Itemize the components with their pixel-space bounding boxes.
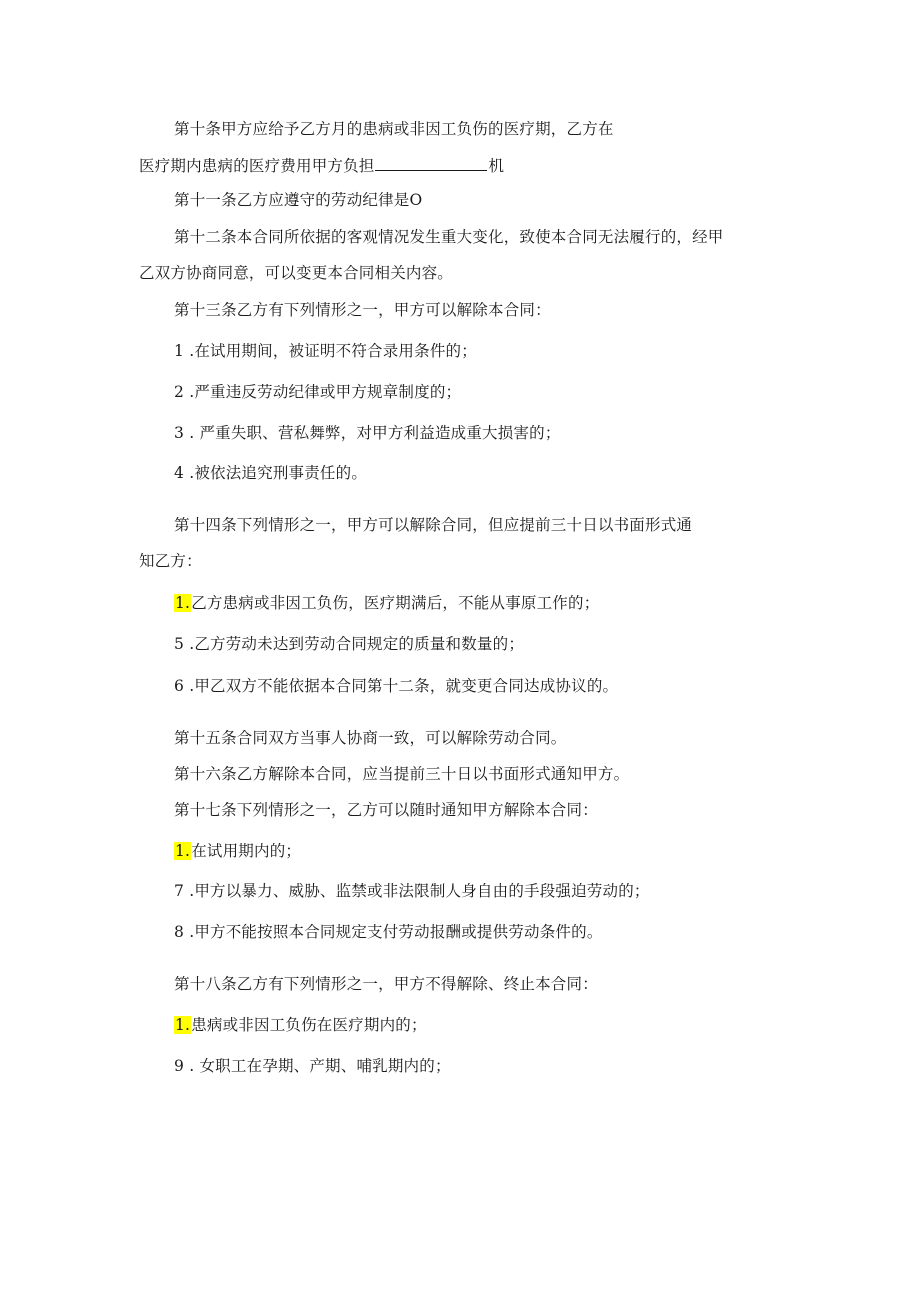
article-11: 第十一条乙方应遵守的劳动纪律是O [174,191,423,209]
article-12-line-1: 第十二条本合同所依据的客观情况发生重大变化，致使本合同无法履行的，经甲 [174,228,724,246]
article-14-line-2: 知乙方： [139,552,202,570]
list-item [174,841,301,861]
article-12-line-2: 乙双方协商同意，可以变更本合同相关内容。 [139,264,454,282]
list-item: 1 .在试用期间，被证明不符合录用条件的； [174,342,477,360]
highlighted-number: 1. [175,594,191,612]
list-item-text: 在试用期内的； [191,842,302,860]
article-17: 第十七条下列情形之一，乙方可以随时通知甲方解除本合同： [174,801,598,819]
article-10-line-2 [139,155,504,176]
list-item: 7 .甲方以暴力、威胁、监禁或非法限制人身自由的手段强迫劳动的； [174,882,650,900]
list-item-text: 患病或非因工负伤在医疗期内的； [191,1016,427,1034]
fill-in-blank[interactable] [375,155,487,171]
article-15: 第十五条合同双方当事人协商一致，可以解除劳动合同。 [174,729,567,747]
list-item: 2 .严重违反劳动纪律或甲方规章制度的； [174,383,462,401]
list-item: 9 . 女职工在孕期、产期、哺乳期内的； [174,1057,451,1075]
list-item [174,593,599,613]
list-item: 6 .甲乙双方不能依据本合同第十二条，就变更合同达成协议的。 [174,677,619,695]
article-18: 第十八条乙方有下列情形之一，甲方不得解除、终止本合同： [174,975,598,993]
article-13: 第十三条乙方有下列情形之一，甲方可以解除本合同： [174,301,551,319]
article-10-tail: 机 [488,157,505,175]
highlighted-number: 1. [175,842,191,860]
list-item [174,1015,427,1035]
list-item: 3 . 严重失职、营私舞弊，对甲方利益造成重大损害的； [174,424,561,442]
list-item: 8 .甲方不能按照本合同规定支付劳动报酬或提供劳动条件的。 [174,923,603,941]
list-item-text: 乙方患病或非因工负伤，医疗期满后，不能从事原工作的； [191,594,600,612]
article-10-line-1: 第十条甲方应给予乙方月的患病或非因工负伤的医疗期，乙方在 [174,120,614,138]
article-16: 第十六条乙方解除本合同，应当提前三十日以书面形式通知甲方。 [174,765,630,783]
list-item: 5 .乙方劳动未达到劳动合同规定的质量和数量的； [174,635,525,653]
article-14-line-1: 第十四条下列情形之一，甲方可以解除合同，但应提前三十日以书面形式通 [174,516,693,534]
list-item: 4 .被依法追究刑事责任的。 [174,464,368,482]
highlighted-number: 1. [175,1016,191,1034]
article-10-text: 医疗期内患病的医疗费用甲方负担 [139,157,375,175]
